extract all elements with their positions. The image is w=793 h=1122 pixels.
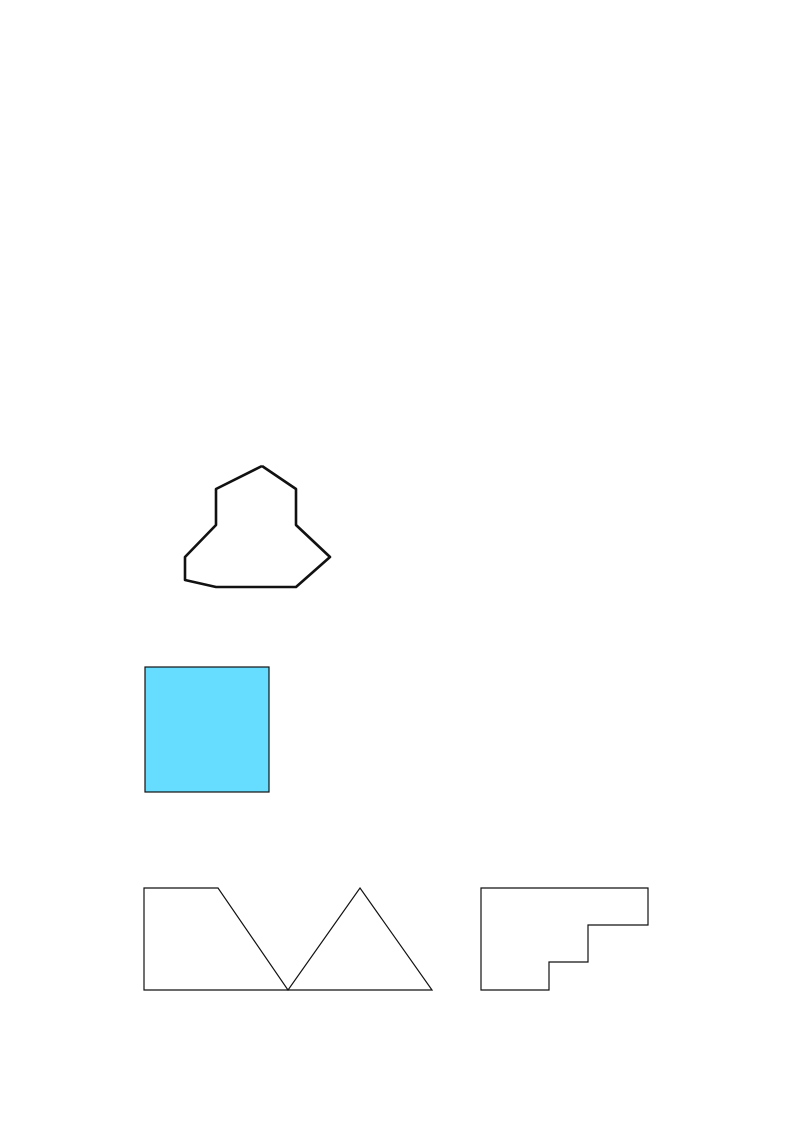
- staircase-shape: [481, 888, 648, 990]
- trapezoid-shape: [144, 888, 288, 990]
- triangle-shape: [288, 888, 432, 990]
